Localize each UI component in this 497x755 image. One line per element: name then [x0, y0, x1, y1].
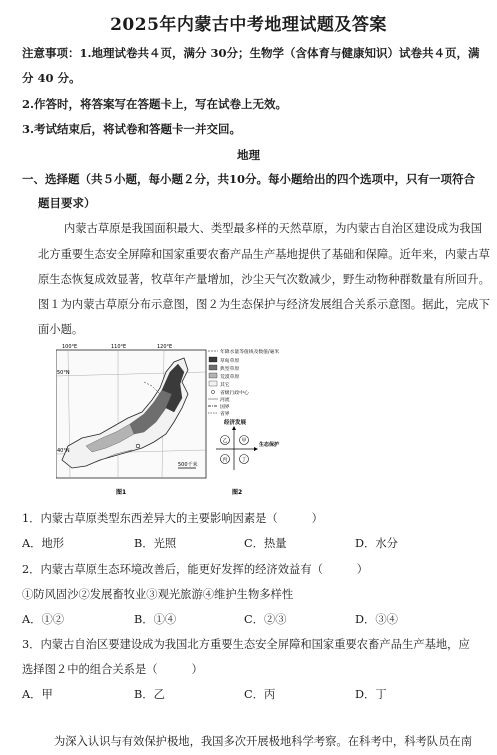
fig2-quadrant-2: 甲 — [241, 438, 247, 444]
legend-other: 其它 — [220, 383, 230, 388]
intro-line1: 内蒙古草原是我国面积最大、类型最多样的天然草原，为内蒙古自治区建设成为我国 — [64, 222, 482, 235]
figure-1-map — [56, 342, 288, 500]
notes-line1b: 分 40 分。 — [22, 71, 81, 85]
scale-label: 500千米 — [178, 462, 198, 468]
intro-line4: 图１为内蒙古草原分布示意图，图２为生态保护与经济发展组合关系示意图。据此，完成下 — [38, 298, 490, 311]
legend-prov-border: 省界 — [220, 412, 230, 417]
next-passage-line: 为深入认识与有效保护极地，我国多次开展极地科学考察。在科考中，科考队员在南 — [54, 735, 472, 748]
fig2-quadrant-3: 丙 — [222, 457, 228, 463]
notes-line1: 注意事项：1.地理试卷共４页，满分 30分；生物学（含体育与健康知识）试卷共４页，满 — [22, 46, 480, 60]
q2-stem: 2．内蒙古草原生态环境改善后，能更好发挥的经济效益有（ ） — [22, 563, 369, 576]
figure-2-diagram — [216, 418, 279, 470]
fig2-x-label: 生态保护 — [259, 442, 280, 448]
q3-stem-2: 选择图２中的组合关系是（ ） — [22, 663, 203, 676]
legend-river: 河流 — [220, 398, 230, 403]
section1-heading: 一、选择题（共５小题，每小题２分，共10分。每小题给出的四个选项中，只有一项符合 — [22, 172, 475, 186]
q2-items: ①防风固沙②发展畜牧业③观光旅游④维护生物多样性 — [22, 588, 294, 601]
legend-typical: 典型草原 — [220, 367, 240, 372]
legend-national-border: 国界 — [220, 405, 230, 410]
q3-option-c: C．丙 — [244, 688, 276, 701]
q2-option-b: B．①④ — [134, 613, 177, 626]
intro-line3: 原生态恢复成效显著，牧草年产量增加，沙尘天气次数减少，野生动物种群数量有所回升。 — [38, 273, 490, 286]
notes-line3: 3.考试结束后，将试卷和答题卡一并交回。 — [22, 122, 242, 136]
lon-label-1: 100°E — [62, 344, 78, 350]
q3-option-d: D．丁 — [355, 688, 387, 701]
legend-meadow: 草甸草原 — [220, 359, 240, 364]
fig2-quadrant-4: 丁 — [241, 457, 247, 463]
map-legend — [208, 348, 279, 417]
lon-label-3: 120°E — [157, 344, 173, 350]
q1-option-a: A．地形 — [22, 537, 65, 550]
map-svg — [56, 342, 288, 500]
intro-line5: 面小题。 — [38, 323, 84, 336]
intro-line2: 北方重要生态安全屏障和国家重要农畜产品生产基地提供了基础和保障。近年来，内蒙古草 — [38, 248, 490, 261]
capital-marker — [136, 444, 140, 448]
lat-label-50: 50°N — [57, 370, 70, 376]
caption-fig1: 图1 — [116, 489, 127, 496]
legend-capital: 省级行政中心 — [220, 391, 249, 396]
caption-fig2: 图2 — [232, 489, 243, 496]
legend-desert: 荒漠草原 — [220, 375, 240, 380]
notes-line2: 2.作答时，将答案写在答题卡上，写在试卷上无效。 — [22, 97, 288, 111]
lon-label-2: 110°E — [111, 344, 127, 350]
q1-option-d: D．水分 — [355, 537, 398, 550]
fig2-y-label: 经济发展 — [224, 420, 247, 426]
q2-option-d: D．③④ — [355, 613, 398, 626]
lat-label-40: 40°N — [57, 448, 70, 454]
q1-stem: 1．内蒙古草原类型东西差异大的主要影响因素是（ ） — [22, 512, 323, 525]
q3-option-b: B．乙 — [134, 688, 165, 701]
q3-stem-1: 3．内蒙古自治区要建设成为我国北方重要生态安全屏障和国家重要农畜产品生产基地，应 — [22, 638, 470, 651]
legend-isohyet: 年降水量等值线及数值/毫米 — [220, 350, 280, 355]
q2-option-a: A．①② — [22, 613, 65, 626]
section1-heading-cont: 题目要求） — [38, 196, 96, 210]
q2-option-c: C．②③ — [244, 613, 287, 626]
q3-option-a: A．甲 — [22, 688, 53, 701]
q1-option-c: C．热量 — [244, 537, 287, 550]
fig2-quadrant-1: 乙 — [222, 438, 228, 444]
q1-option-b: B．光照 — [134, 537, 177, 550]
subject-heading: 地理 — [237, 148, 260, 162]
page-title: 2025年内蒙古中考地理试题及答案 — [110, 15, 387, 35]
